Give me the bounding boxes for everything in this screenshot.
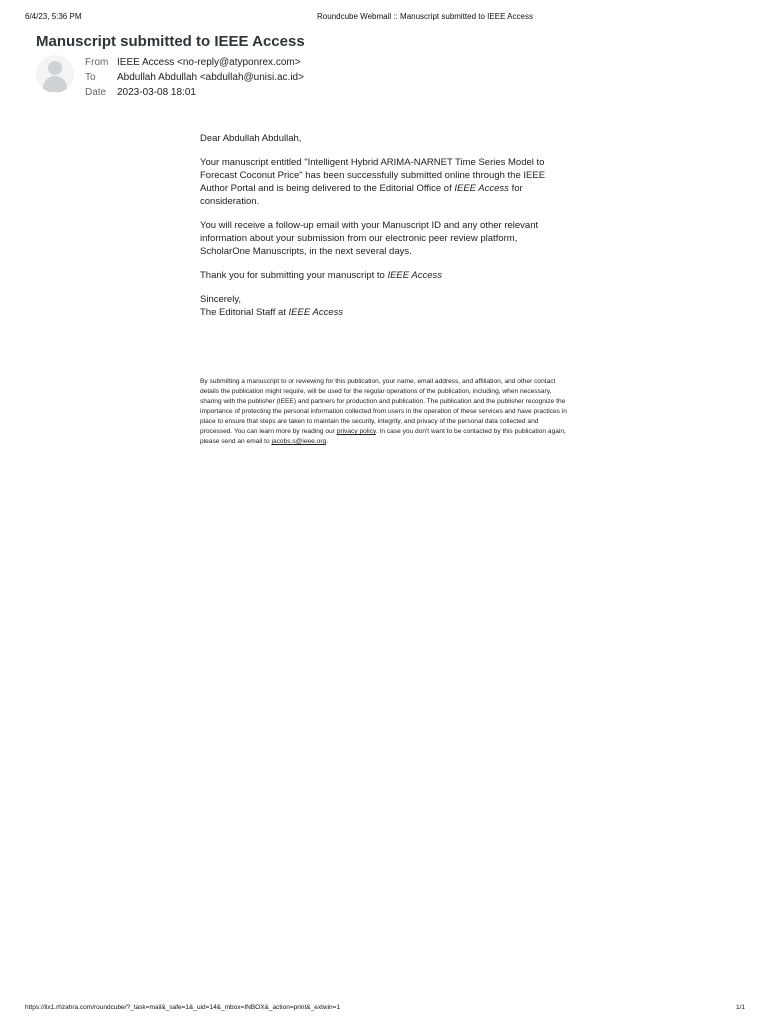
to-value[interactable]: Abdullah Abdullah <abdullah@unisi.ac.id> bbox=[117, 72, 304, 83]
greeting: Dear Abdullah Abdullah, bbox=[200, 133, 302, 144]
privacy-policy-link[interactable]: privacy policy bbox=[336, 428, 376, 435]
signature-text: The Editorial Staff at bbox=[200, 307, 289, 318]
paragraph-thanks-text: Thank you for submitting your manuscript to bbox=[200, 270, 388, 281]
paragraph-submission-text: Your manuscript entitled "Intelligent Hybrid ARIMA-NARNET Time Series Model to Forecast Coconut Price" has been successfully submitted online through the IEEE Author Portal and is being delivered to the Editorial Office of bbox=[200, 157, 546, 194]
journal-name: IEEE Access bbox=[387, 270, 443, 281]
email-headers bbox=[85, 55, 304, 100]
signature-block bbox=[200, 293, 570, 319]
paragraph-submission bbox=[200, 156, 570, 208]
from-label: From bbox=[85, 57, 109, 68]
message-body bbox=[200, 132, 570, 330]
paragraph-thanks bbox=[200, 269, 570, 282]
disclaimer-text-end: . bbox=[326, 438, 329, 445]
date-label: Date bbox=[85, 87, 107, 98]
print-datetime: 6/4/23, 5:36 PM bbox=[25, 12, 82, 21]
paragraph-submission-end: for consideration. bbox=[200, 183, 523, 207]
print-header bbox=[25, 12, 745, 24]
email-subject: Manuscript submitted to IEEE Access bbox=[36, 33, 305, 50]
from-value[interactable]: IEEE Access <no-reply@atyponrex.com> bbox=[117, 57, 301, 68]
to-label: To bbox=[85, 72, 96, 83]
print-url: https://lix1.rhzahra.com/roundcube/?_task=mail&_safe=1&_uid=14&_mbox=INBOX&_action=print&_extwin=1 bbox=[25, 1004, 341, 1011]
disclaimer-text-middle: . In case you don't want to be contacted by this publication again, please send an email to bbox=[200, 428, 566, 445]
date-value: 2023-03-08 18:01 bbox=[117, 87, 196, 98]
closing: Sincerely, bbox=[200, 294, 242, 305]
journal-name: IEEE Access bbox=[454, 183, 509, 194]
paragraph-followup: You will receive a follow-up email with your Manuscript ID and any other relevant information about your submission from our electronic peer review platform, ScholarOne Manuscripts, in the next several days. bbox=[200, 220, 539, 257]
header-date-row bbox=[85, 85, 304, 100]
page-number: 1/1 bbox=[735, 1004, 745, 1011]
journal-name: IEEE Access bbox=[288, 307, 344, 318]
disclaimer-text: By submitting a manuscript to or reviewing for this publication, your name, email address, and affiliation, and other contact details the publication might require, will be used for the regular operations of the publication, including, when necessary, sharing with the publisher (IEEE) and partners for production and publication. The publication and the publisher recognize the importance of protecting the personal information collected from users in the operation of these services and have practices in place to ensure that steps are taken to maintain the security, integrity, and privacy of the personal data collected and processed. You can learn more by reading our bbox=[200, 378, 567, 435]
person-avatar-icon bbox=[36, 55, 74, 93]
contact-email-link[interactable]: jacobs.s@ieee.org bbox=[271, 438, 327, 445]
privacy-disclaimer bbox=[200, 377, 572, 447]
print-page-title: Roundcube Webmail :: Manuscript submitted to IEEE Access bbox=[317, 12, 533, 21]
header-from-row bbox=[85, 55, 304, 70]
header-to-row bbox=[85, 70, 304, 85]
